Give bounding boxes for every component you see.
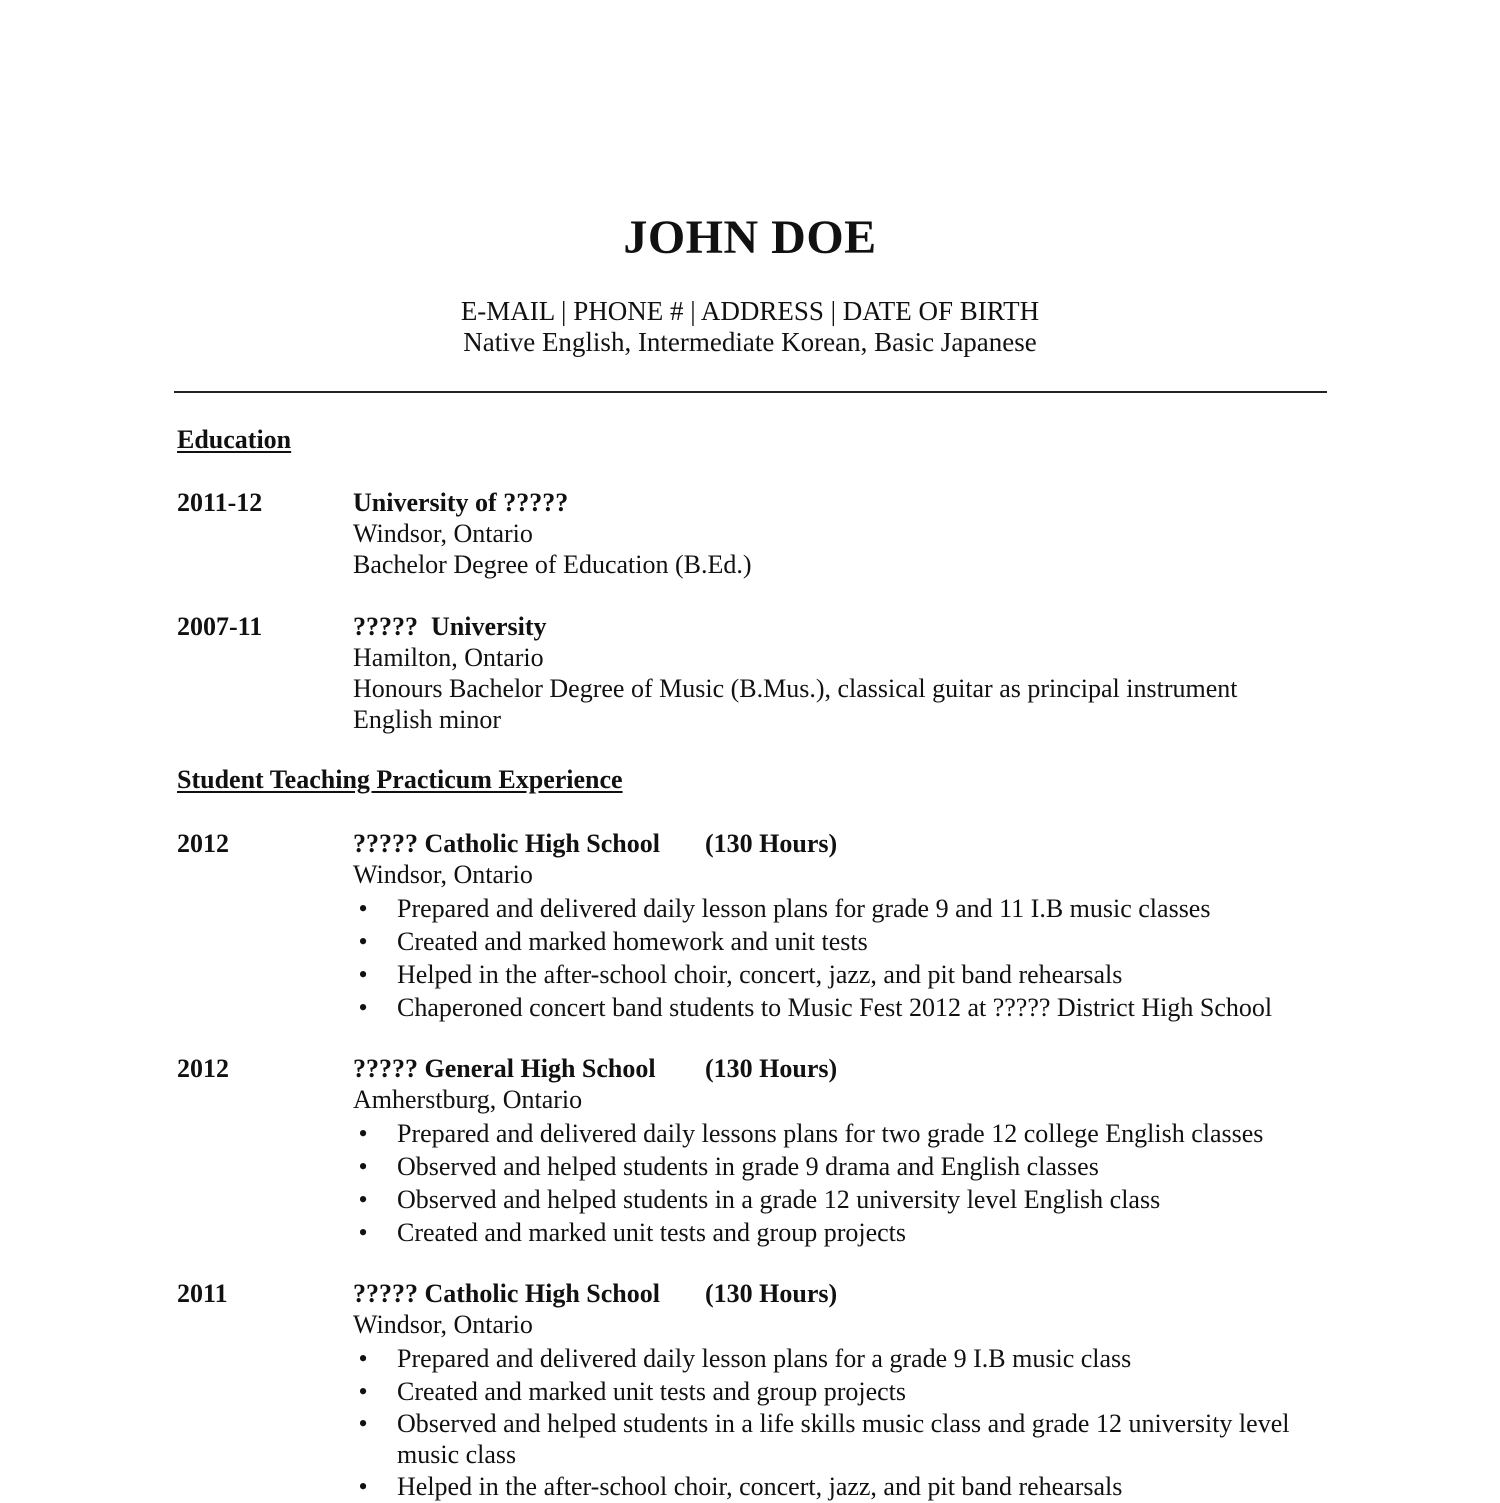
list-item: [353, 1216, 1263, 1249]
duty-text: Observed and helped students in a life skills music class and grade 12 university level: [397, 1409, 1290, 1438]
school-name-text: ????? Catholic High School: [353, 1279, 660, 1308]
school-name-text: ????? General High School: [353, 1054, 656, 1083]
bullet-icon: •: [358, 1119, 368, 1148]
degree-detail: Bachelor Degree of Education (B.Ed.): [353, 550, 752, 579]
duty-text-continuation: music class: [397, 1440, 517, 1469]
list-item: [353, 925, 1272, 958]
bullet-icon: •: [358, 960, 368, 989]
school-name: [353, 1053, 1263, 1084]
duty-text: Created and marked unit tests and group projects: [397, 1218, 907, 1247]
education-entry: [353, 611, 1238, 735]
practicum-year: 2012: [177, 1054, 229, 1083]
school-name: [353, 1278, 1289, 1309]
list-item: [353, 1342, 1289, 1375]
practicum-year: 2011: [177, 1279, 228, 1308]
duties-list: [353, 892, 1272, 1024]
institution-name: University of ?????: [353, 488, 569, 517]
education-year: 2011-12: [177, 488, 263, 517]
bullet-icon: •: [358, 1472, 368, 1501]
practicum-heading: Student Teaching Practicum Experience: [177, 765, 623, 794]
bullet-icon: •: [358, 1377, 368, 1406]
duty-text: Helped in the after-school choir, concert, jazz, and pit band rehearsals: [397, 960, 1123, 989]
education-heading: Education: [177, 425, 292, 454]
school-location: Windsor, Ontario: [353, 860, 533, 889]
list-item: [353, 892, 1272, 925]
institution-location: Hamilton, Ontario: [353, 643, 544, 672]
duty-text: Observed and helped students in grade 9 drama and English classes: [397, 1152, 1099, 1181]
practicum-hours: (130 Hours): [705, 1054, 838, 1083]
school-name-text: ????? Catholic High School: [353, 829, 660, 858]
list-item: [353, 1150, 1263, 1183]
duty-text: Prepared and delivered daily lessons plans for two grade 12 college English classes: [397, 1119, 1264, 1148]
practicum-entry: [353, 828, 1272, 1024]
list-item: [353, 1183, 1263, 1216]
list-item: [353, 1470, 1289, 1503]
practicum-entry: [353, 1053, 1263, 1249]
list-item: [353, 1408, 1289, 1470]
list-item: [353, 1117, 1263, 1150]
list-item: [353, 991, 1272, 1024]
bullet-icon: •: [358, 1218, 368, 1247]
practicum-entry: [353, 1278, 1289, 1503]
duty-text: Prepared and delivered daily lesson plans for a grade 9 I.B music class: [397, 1344, 1132, 1373]
education-year: 2007-11: [177, 612, 263, 641]
duties-list: [353, 1117, 1263, 1249]
header-divider: [174, 391, 1327, 393]
bullet-icon: •: [358, 927, 368, 956]
school-name: [353, 828, 1272, 859]
school-location: Windsor, Ontario: [353, 1310, 533, 1339]
bullet-icon: •: [358, 1344, 368, 1373]
degree-detail: Honours Bachelor Degree of Music (B.Mus.), classical guitar as principal instrument: [353, 674, 1238, 703]
contact-line: E-MAIL | PHONE # | ADDRESS | DATE OF BIRTH: [460, 296, 1040, 326]
duty-text: Created and marked homework and unit tests: [397, 927, 868, 956]
bullet-icon: •: [358, 1409, 368, 1438]
candidate-name: JOHN DOE: [623, 211, 877, 264]
bullet-icon: •: [358, 1185, 368, 1214]
school-location: Amherstburg, Ontario: [353, 1085, 583, 1114]
list-item: [353, 1375, 1289, 1408]
list-item: [353, 958, 1272, 991]
bullet-icon: •: [358, 1152, 368, 1181]
duty-text: Prepared and delivered daily lesson plans for grade 9 and 11 I.B music classes: [397, 894, 1211, 923]
practicum-hours: (130 Hours): [705, 1279, 838, 1308]
duty-text: Created and marked unit tests and group projects: [397, 1377, 907, 1406]
bullet-icon: •: [358, 993, 368, 1022]
institution-name: ????? University: [353, 612, 547, 641]
languages-line: Native English, Intermediate Korean, Basic Japanese: [463, 327, 1037, 357]
duty-text: Helped in the after-school choir, concert, jazz, and pit band rehearsals: [397, 1472, 1123, 1501]
degree-detail: English minor: [353, 705, 502, 734]
duty-text: Chaperoned concert band students to Music Fest 2012 at ????? District High School: [397, 993, 1273, 1022]
education-entry: [353, 487, 752, 580]
duty-text: Observed and helped students in a grade 12 university level English class: [397, 1185, 1161, 1214]
bullet-icon: •: [358, 894, 368, 923]
duties-list: [353, 1342, 1289, 1503]
institution-location: Windsor, Ontario: [353, 519, 533, 548]
practicum-hours: (130 Hours): [705, 829, 838, 858]
practicum-year: 2012: [177, 829, 229, 858]
